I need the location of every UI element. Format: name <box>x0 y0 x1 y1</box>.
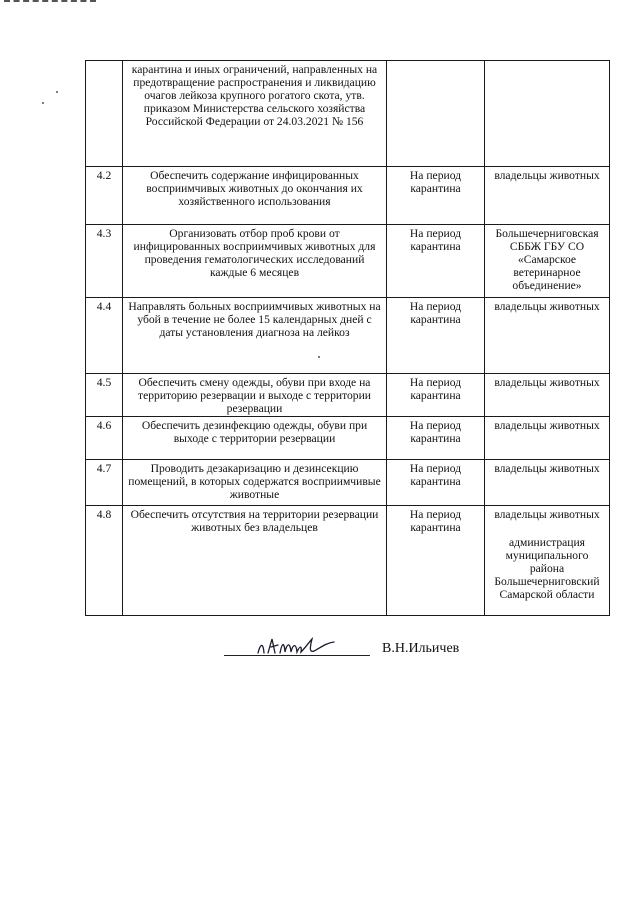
responsible-party: владельцы животных <box>494 419 600 432</box>
row-responsible <box>485 225 610 298</box>
handwritten-signature-icon <box>254 633 354 659</box>
responsible-party: владельцы животных <box>494 300 600 313</box>
row-number: 4.6 <box>86 417 123 460</box>
row-number: 4.5 <box>86 374 123 417</box>
row-term: На период карантина <box>387 506 485 616</box>
row-responsible <box>485 374 610 417</box>
responsible-party: владельцы животных <box>494 508 600 521</box>
row-term: На период карантина <box>387 417 485 460</box>
responsible-party: владельцы животных <box>494 462 600 475</box>
table-row <box>86 225 610 298</box>
row-responsible <box>485 417 610 460</box>
row-action: Проводить дезакаризацию и дезинсекцию помещений, в которых содержатся восприимчивые животные <box>123 460 387 506</box>
table-row <box>86 506 610 616</box>
table-row <box>86 167 610 225</box>
table-row <box>86 374 610 417</box>
row-number: 4.2 <box>86 167 123 225</box>
row-responsible <box>485 61 610 167</box>
row-action: Обеспечить смену одежды, обуви при входе на территорию резервации и выходе с территории резервации <box>123 374 387 417</box>
table-row <box>86 460 610 506</box>
responsible-party: администрация муниципального района Большечерниговский Самарской области <box>494 536 600 601</box>
row-responsible <box>485 167 610 225</box>
row-term <box>387 61 485 167</box>
row-number <box>86 61 123 167</box>
row-number: 4.3 <box>86 225 123 298</box>
row-number: 4.4 <box>86 298 123 374</box>
row-term: На период карантина <box>387 225 485 298</box>
signature-block <box>224 633 484 663</box>
row-responsible <box>485 460 610 506</box>
row-action: Обеспечить содержание инфицированных восприимчивых животных до окончания их хозяйственного использования <box>123 167 387 225</box>
table-row <box>86 298 610 374</box>
row-action: Обеспечить отсутствия на территории резервации животных без владельцев <box>123 506 387 616</box>
row-term: На период карантина <box>387 298 485 374</box>
responsible-party: владельцы животных <box>494 376 600 389</box>
row-number: 4.8 <box>86 506 123 616</box>
signer-name: В.Н.Ильичев <box>382 641 460 656</box>
measures-table <box>85 60 610 616</box>
scan-speck <box>42 102 44 104</box>
scan-speck <box>56 91 58 93</box>
row-responsible <box>485 298 610 374</box>
responsible-party: Большечерниговская СББЖ ГБУ СО «Самарское ветеринарное объединение» <box>495 227 599 292</box>
row-action: Направлять больных восприимчивых животных на убой в течение не более 15 календарных дней с даты установления диагноза на лейкоз <box>123 298 387 374</box>
row-action: Организовать отбор проб крови от инфицированных восприимчивых животных для проведения гематологических исследований каждые 6 месяцев <box>123 225 387 298</box>
scan-edge-mark <box>4 0 96 5</box>
row-term: На период карантина <box>387 374 485 417</box>
table-row <box>86 417 610 460</box>
row-term: На период карантина <box>387 167 485 225</box>
row-action: Обеспечить дезинфекцию одежды, обуви при выходе с территории резервации <box>123 417 387 460</box>
table-row <box>86 61 610 167</box>
row-number: 4.7 <box>86 460 123 506</box>
row-action: карантина и иных ограничений, направленных на предотвращение распространения и ликвидацию очагов лейкоза крупного рогатого скота, утв. приказом Министерства сельского хозяйства Российской Федерации от 24.03.2021 № 156 <box>123 61 387 167</box>
row-responsible <box>485 506 610 616</box>
responsible-party: владельцы животных <box>494 169 600 182</box>
row-term: На период карантина <box>387 460 485 506</box>
